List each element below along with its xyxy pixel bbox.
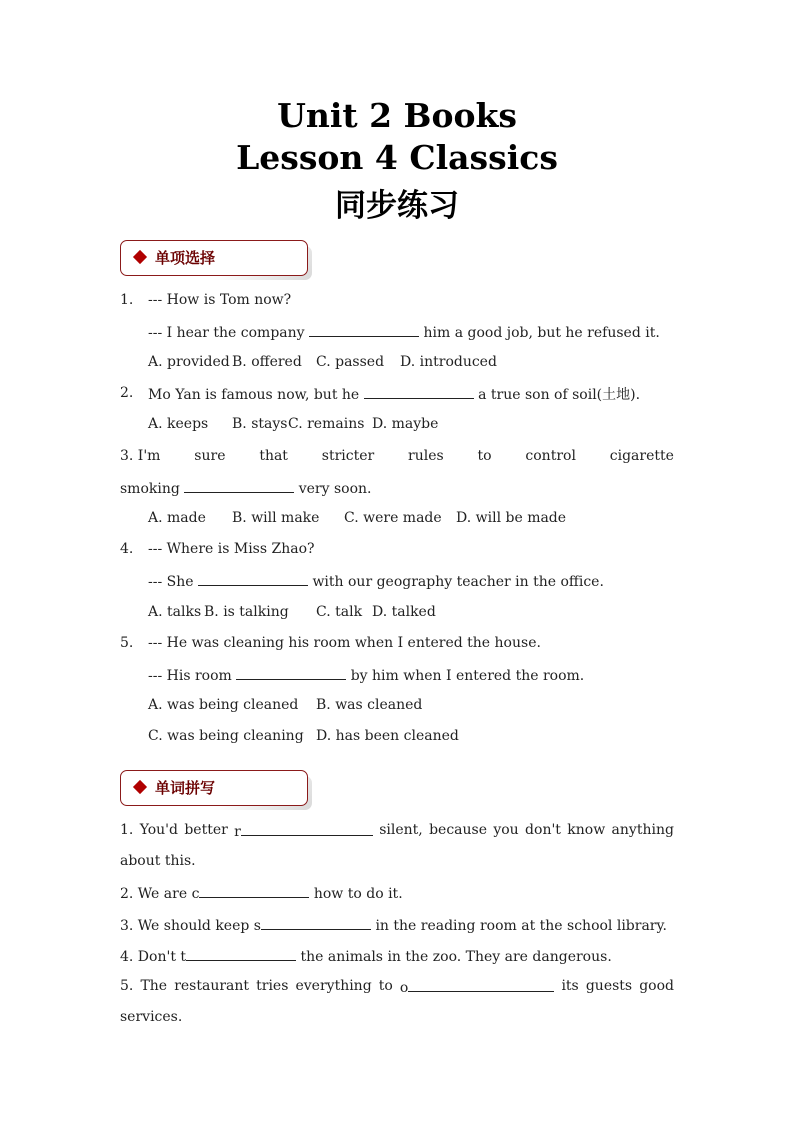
question-text-part: --- She <box>148 574 194 590</box>
question-text-part: smoking <box>120 481 180 497</box>
word: o <box>399 980 409 996</box>
option-a[interactable]: A. made <box>148 510 206 526</box>
title-unit: Unit 2 Books <box>277 96 517 135</box>
question-text <box>148 384 640 404</box>
diamond-icon <box>133 780 147 794</box>
question-text-part: the animals in the zoo. They are dangerous. <box>300 949 612 965</box>
word: don't <box>525 822 561 838</box>
question-text-justified <box>120 447 674 465</box>
title-practice: 同步练习 <box>335 188 459 224</box>
section-box <box>120 770 308 806</box>
question-text <box>148 571 604 591</box>
question-text-part: 4. Don't t <box>120 949 187 965</box>
title-lesson: Lesson 4 Classics <box>236 138 558 177</box>
option-b[interactable]: B. was cleaned <box>316 697 423 713</box>
word: 3. I'm <box>120 448 161 464</box>
answer-blank[interactable] <box>199 883 309 898</box>
option-b[interactable]: B. stays <box>232 416 288 432</box>
answer-blank[interactable] <box>236 665 346 680</box>
spelling-text-justified <box>120 977 674 997</box>
option-a[interactable]: A. was being cleaned <box>148 697 299 713</box>
answer-blank[interactable] <box>408 977 554 992</box>
option-c[interactable]: C. were made <box>344 510 442 526</box>
question-text: --- How is Tom now? <box>148 292 292 308</box>
spelling-text-justified <box>120 821 674 841</box>
word: good <box>639 978 674 994</box>
word: stricter <box>321 448 375 464</box>
question-text <box>120 478 372 498</box>
question-text-part: with our geography teacher in the office. <box>312 574 604 590</box>
word: restaurant <box>174 978 250 994</box>
question-text-part: Mo Yan is famous now, but he <box>148 387 360 403</box>
option-c[interactable]: C. was being cleaning <box>148 728 304 744</box>
word-with-blank <box>234 821 373 841</box>
word: control <box>525 448 576 464</box>
spelling-text: about this. <box>120 853 196 869</box>
option-b[interactable]: B. offered <box>232 354 302 370</box>
question-text-part: 2. We are c <box>120 886 200 902</box>
word: The <box>140 978 168 994</box>
question-text-part: by him when I entered the room. <box>350 668 585 684</box>
question-text-part: 3. We should keep s <box>120 918 261 934</box>
question-number: 2. <box>120 385 134 401</box>
section-header-spelling <box>120 770 320 808</box>
answer-blank[interactable] <box>261 915 371 930</box>
word: rules <box>408 448 444 464</box>
option-d[interactable]: D. talked <box>372 604 436 620</box>
question-text: --- He was cleaning his room when I entered the house. <box>148 635 541 651</box>
question-text-part: --- His room <box>148 668 232 684</box>
answer-blank[interactable] <box>241 821 373 836</box>
word: r <box>234 824 241 840</box>
answer-blank[interactable] <box>184 478 294 493</box>
word: You'd <box>139 822 178 838</box>
question-text-part: a true son of soil(土地). <box>478 387 641 403</box>
option-d[interactable]: D. will be made <box>456 510 567 526</box>
question-text-part: him a good job, but he refused it. <box>423 325 660 341</box>
word: you <box>493 822 519 838</box>
word: to <box>378 978 393 994</box>
answer-blank[interactable] <box>186 946 296 961</box>
spelling-text <box>120 946 612 966</box>
section-box <box>120 240 308 276</box>
word: tries <box>256 978 289 994</box>
question-text <box>148 322 660 342</box>
option-a[interactable]: A. provided <box>148 354 230 370</box>
word: better <box>184 822 228 838</box>
word: to <box>477 448 492 464</box>
question-text <box>148 665 584 685</box>
section-label: 单项选择 <box>155 249 216 267</box>
question-text-part: --- I hear the company <box>148 325 305 341</box>
option-b[interactable]: B. is talking <box>204 604 289 620</box>
spelling-text <box>120 883 403 903</box>
option-d[interactable]: D. introduced <box>400 354 497 370</box>
spelling-text: services. <box>120 1009 183 1025</box>
word: 5. <box>120 978 134 994</box>
word: 1. <box>120 822 134 838</box>
section-header-multiple-choice <box>120 240 320 278</box>
option-d[interactable]: D. maybe <box>372 416 439 432</box>
question-text-part: very soon. <box>298 481 372 497</box>
option-c[interactable]: C. remains <box>288 416 365 432</box>
word-with-blank <box>400 977 554 997</box>
word: that <box>259 448 288 464</box>
question-number: 4. <box>120 541 134 557</box>
word: sure <box>194 448 226 464</box>
question-text-part: how to do it. <box>313 886 403 902</box>
word: its <box>561 978 579 994</box>
question-text: --- Where is Miss Zhao? <box>148 541 315 557</box>
answer-blank[interactable] <box>364 384 474 399</box>
option-c[interactable]: C. talk <box>316 604 363 620</box>
word: know <box>567 822 606 838</box>
word: anything <box>611 822 674 838</box>
option-d[interactable]: D. has been cleaned <box>316 728 459 744</box>
question-number: 5. <box>120 635 134 651</box>
option-c[interactable]: C. passed <box>316 354 385 370</box>
option-a[interactable]: A. keeps <box>148 416 209 432</box>
word: cigarette <box>609 448 674 464</box>
spelling-text <box>120 915 667 935</box>
answer-blank[interactable] <box>198 571 308 586</box>
word: guests <box>585 978 633 994</box>
question-number: 1. <box>120 292 134 308</box>
section-label: 单词拼写 <box>155 779 216 797</box>
question-text-part: in the reading room at the school library. <box>375 918 668 934</box>
option-a[interactable]: A. talks <box>148 604 202 620</box>
word: because <box>429 822 487 838</box>
answer-blank[interactable] <box>309 322 419 337</box>
option-b[interactable]: B. will make <box>232 510 320 526</box>
word: silent, <box>379 822 423 838</box>
diamond-icon <box>133 250 147 264</box>
word: everything <box>295 978 372 994</box>
